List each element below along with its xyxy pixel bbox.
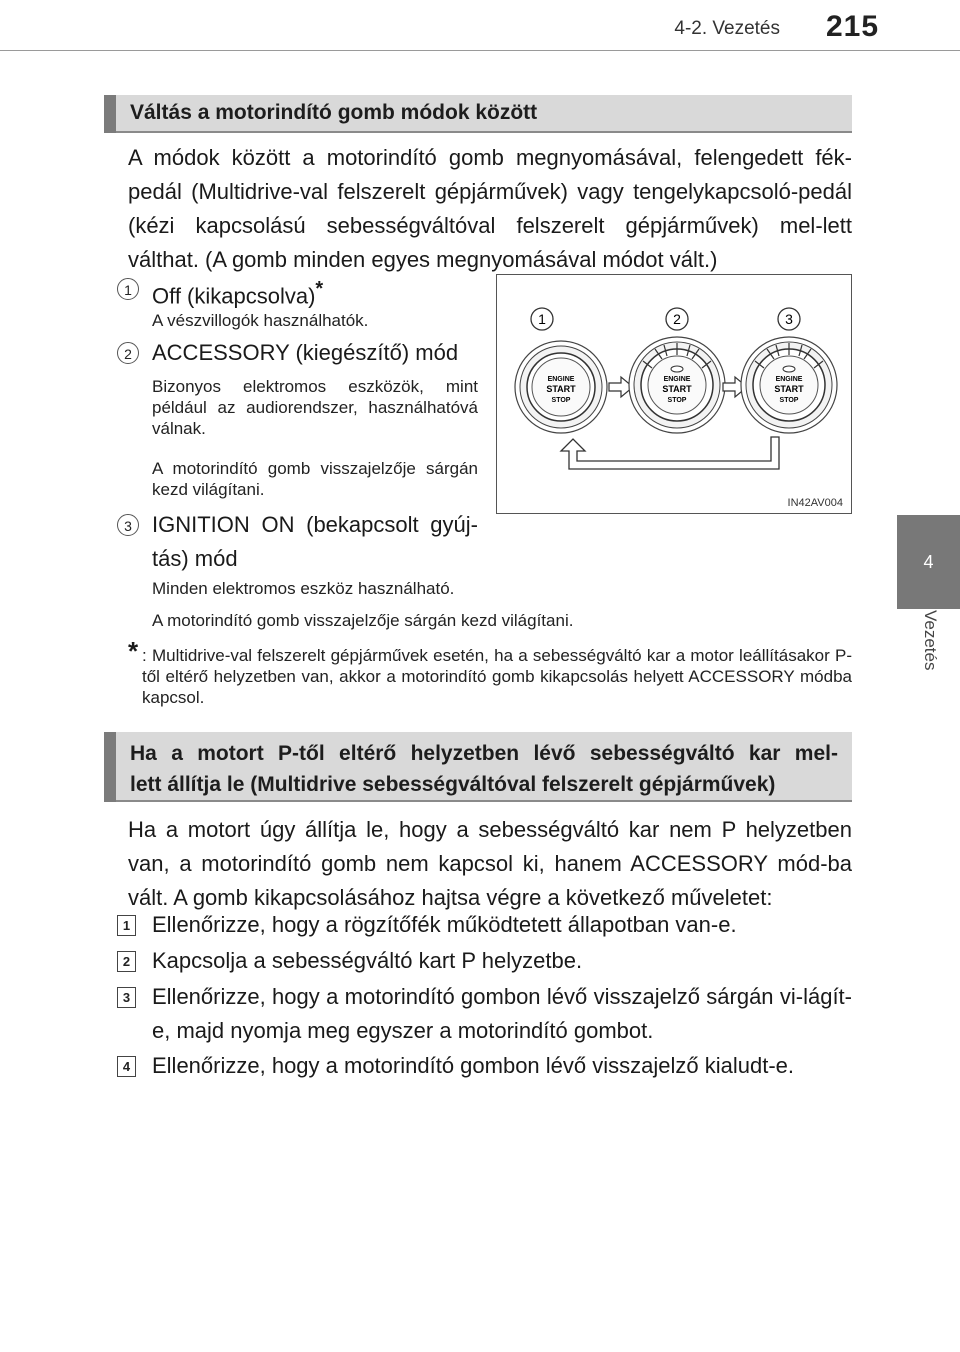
heading-text-line1: Ha a motort P-től eltérő helyzetben lévő sebességváltó kar mel- [130,742,838,765]
svg-text:1: 1 [538,311,546,327]
chapter-label: Vezetés [921,610,940,671]
step-number-2: 2 [117,951,136,972]
section2-intro: Ha a motort úgy állítja le, hogy a sebességváltó kar nem P helyzetben van, a motorindító gomb nem kapcsol ki, hanem ACCESSORY mód-ba vált. A gomb kikapcsolásához hajtsa végre a következő műveletet: [128,817,852,910]
svg-text:ENGINE: ENGINE [547,376,575,383]
start-button-ignition-on [741,337,837,433]
page-number: 215 [826,10,880,43]
start-button-accessory [629,337,725,433]
figure-code: IN42AV004 [787,497,843,509]
item-note-2b: A motorindító gomb visszajelzője sárgán kezd világítani. [152,459,478,499]
step-text-3: Ellenőrizze, hogy a motorindító gombon lévő visszajelző sárgán vi-lágít-e, majd nyomja meg egyszer a motorindító gombot. [152,984,852,1043]
section-heading-1 [104,95,852,133]
step-number-3: 3 [117,987,136,1008]
item-note-3b: A motorindító gomb visszajelzője sárgán kezd világítani. [152,611,574,630]
chapter-tab: 4 [897,515,960,609]
item-note-3a: Minden elektromos eszköz használható. [152,579,455,598]
section1-intro: A módok között a motorindító gomb megnyomásával, felengedett fék-pedál (Multidrive-val felszerelt gépjárművek) vagy tengelykapcsoló-pedál (kézi kapcsolású sebességváltóval felszerelt gépjárművek) mel-lett válthat. (A gomb minden egyes megnyomásával módot vált.) [128,145,852,272]
item-title-3: IGNITION ON (bekapcsolt gyúj-tás) mód [152,512,478,571]
figure-label-2 [666,308,688,330]
item-number-2: 2 [117,342,139,364]
item-note-1a: A vészvillogók használhatók. [152,311,369,330]
heading-text-line2: lett állítja le (Multidrive sebességváltóval felszerelt gépjárművek) [130,773,776,796]
svg-text:ENGINE: ENGINE [775,376,803,383]
heading-text: Váltás a motorindító gomb módok között [130,101,538,124]
step-text-1: Ellenőrizze, hogy a rögzítőfék működtetett állapotban van-e. [152,912,737,937]
step-text-4: Ellenőrizze, hogy a motorindító gombon lévő visszajelző kialudt-e. [152,1053,794,1078]
svg-text:3: 3 [785,311,793,327]
item-number-3: 3 [117,514,139,536]
svg-text:START: START [662,384,692,394]
svg-text:START: START [546,384,576,394]
svg-text:2: 2 [673,311,681,327]
item-title-2: ACCESSORY (kiegészítő) mód [152,340,459,365]
step-number-1: 1 [117,915,136,936]
footnote-mark: * [128,636,139,666]
figure-label-3 [778,308,800,330]
heading-underline [116,131,852,133]
svg-text:STOP: STOP [667,397,687,404]
heading-underline [116,800,852,802]
return-arrow-icon [561,437,779,469]
item-title-1: Off (kikapcsolva)* [152,278,324,309]
section-heading-2 [104,732,852,802]
asterisk-mark: * [315,278,324,300]
svg-text:ENGINE: ENGINE [663,376,691,383]
step-text-2: Kapcsolja a sebességváltó kart P helyzetbe. [152,948,583,973]
svg-text:STOP: STOP [551,397,571,404]
figure-label-1 [531,308,553,330]
svg-text:STOP: STOP [779,397,799,404]
start-button-off [515,341,607,433]
figure-illustration [497,275,851,513]
item-note-2a: Bizonyos elektromos eszközök, mint például az audiorendszer, használhatóvá válnak. [152,377,478,438]
footnote-text: : Multidrive-val felszerelt gépjárművek esetén, ha a sebességváltó kar a motor leállításakor P-től eltérő helyzetben van, akkor a motorindító gomb kikapcsolás helyett ACCESSORY módba kapcsol. [142,646,852,707]
start-button-figure [496,274,852,514]
section-title: 4-2. Vezetés [674,18,780,39]
svg-text:START: START [774,384,804,394]
item-number-1: 1 [117,278,139,300]
step-number-4: 4 [117,1056,136,1077]
header-divider [0,50,960,51]
